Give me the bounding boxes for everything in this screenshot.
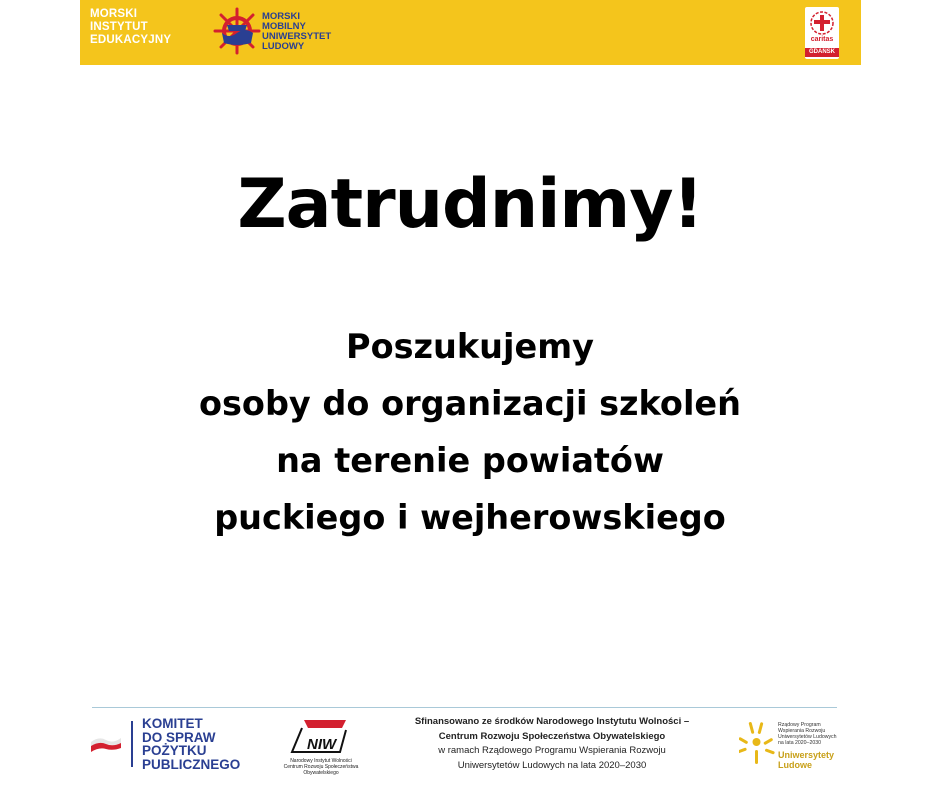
niw-caption-line: Narodowy Instytut Wolności bbox=[290, 758, 352, 764]
niw-caption-line: Centrum Rozwoju Społeczeństwa Obywatelskiego bbox=[283, 764, 359, 776]
org1-line: INSTYTUT bbox=[90, 21, 148, 33]
uniwersytety-ludowe-name bbox=[778, 750, 834, 770]
caritas-name: caritas bbox=[810, 36, 834, 43]
job-description bbox=[0, 318, 940, 546]
ship-wheel-icon bbox=[213, 7, 261, 55]
morski-instytut-edukacyjny-logo bbox=[90, 8, 171, 47]
footer-divider bbox=[92, 707, 837, 708]
komitet-pozytku-publicznego-logo bbox=[142, 717, 240, 771]
ul-program-line: Uniwersytetów Ludowych bbox=[778, 734, 837, 740]
org1-line: EDUKACYJNY bbox=[90, 34, 172, 46]
morski-mobilny-uniwersytet-ludowy-name bbox=[262, 12, 331, 52]
description-line: na terenie powiatów bbox=[276, 441, 664, 480]
niw-text: NIW bbox=[307, 736, 337, 753]
headline: Zatrudnimy! bbox=[237, 165, 703, 244]
org2-line: MORSKI bbox=[262, 11, 300, 22]
kdspp-line: PUBLICZNEGO bbox=[142, 756, 241, 772]
ul-program-text bbox=[778, 722, 837, 746]
kdspp-line: POŻYTKU bbox=[142, 743, 207, 758]
org2-line: UNIWERSYTET bbox=[262, 31, 332, 42]
kdspp-line: DO SPRAW bbox=[142, 729, 216, 745]
caritas-city: GDAŃSK bbox=[805, 48, 839, 57]
org2-line: LUDOWY bbox=[262, 41, 305, 52]
ul-name-line: Ludowe bbox=[778, 760, 812, 770]
funding-line: w ramach Rządowego Programu Wspierania Rozwoju bbox=[438, 745, 666, 756]
polish-flag-icon bbox=[91, 736, 121, 752]
niw-logo bbox=[290, 716, 348, 758]
caritas-cross-icon bbox=[809, 10, 835, 36]
ul-program-line: na lata 2020–2030 bbox=[778, 740, 821, 746]
caritas-logo bbox=[805, 7, 839, 59]
org2-line: MOBILNY bbox=[262, 21, 306, 32]
niw-caption bbox=[280, 758, 362, 776]
description-line: Poszukujemy bbox=[346, 327, 594, 366]
description-line: puckiego i wejherowskiego bbox=[214, 498, 726, 537]
ul-name-line: Uniwersytety bbox=[778, 750, 835, 760]
funding-statement bbox=[402, 715, 702, 773]
ul-program-line: Rządowy Program bbox=[778, 722, 821, 728]
kdspp-line: KOMITET bbox=[142, 716, 203, 731]
funding-line: Centrum Rozwoju Społeczeństwa Obywatelskiego bbox=[438, 730, 666, 742]
kdspp-divider bbox=[131, 721, 133, 767]
org1-line: MORSKI bbox=[90, 8, 138, 20]
funding-line: Uniwersytetów Ludowych na lata 2020–2030 bbox=[457, 759, 647, 771]
ul-program-line: Wspierania Rozwoju bbox=[778, 728, 826, 734]
description-line: osoby do organizacji szkoleń bbox=[198, 384, 742, 423]
funding-line: Sfinansowano ze środków Narodowego Instytutu Wolności – bbox=[414, 716, 690, 727]
header-band bbox=[80, 0, 861, 65]
uniwersytety-ludowe-icon bbox=[739, 720, 775, 768]
